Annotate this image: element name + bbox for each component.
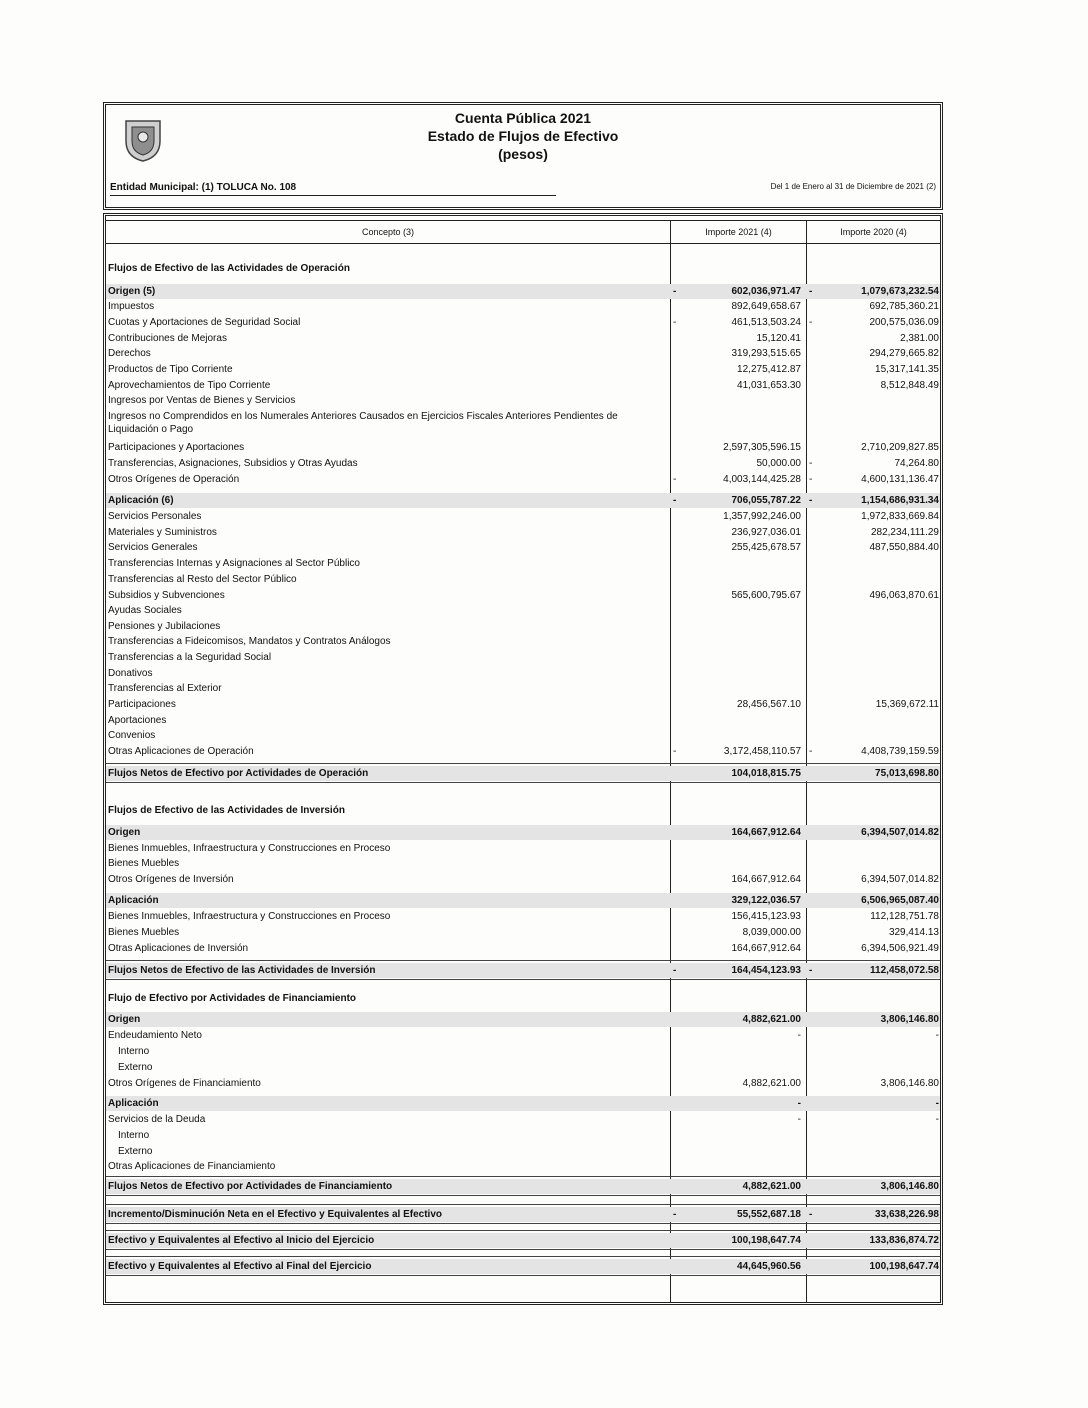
row-label: Ayudas Sociales [108,605,182,616]
dash-marker-2020: - [809,458,813,469]
cash-flow-table [103,213,943,1305]
table-row [106,766,940,781]
row-label: Otros Orígenes de Operación [108,474,240,485]
amount-2020: 15,369,672.11 [875,699,939,710]
dash-marker-2020: - [809,495,813,506]
entity-label: Entidad Municipal: (1) TOLUCA No. 108 [110,182,297,193]
table-row [106,1044,940,1059]
amount-2021: 892,649,658.67 [731,301,801,312]
row-label: Transferencias a la Seguridad Social [108,652,272,663]
table-row [106,409,940,437]
row-label: Transferencias, Asignaciones, Subsidios y Otras Ayudas [108,458,358,469]
amount-2021: - [797,1030,801,1041]
amount-2021: 255,425,678.57 [731,542,801,553]
row-rule [106,782,940,783]
table-row [106,666,940,681]
amount-2020: - [935,1114,939,1125]
row-rule [106,1204,940,1205]
table-row [106,362,940,377]
row-label: Aplicación (6) [108,495,174,506]
table-row [106,346,940,361]
row-rule [106,1176,940,1177]
amount-2020: 1,154,686,931.34 [861,495,939,506]
amount-2020: 3,806,146.80 [880,1181,939,1192]
row-label: Externo [118,1146,153,1157]
amount-2020: - [935,1098,939,1109]
amount-2020: 4,408,739,159.59 [861,746,939,757]
amount-2021: 55,552,687.18 [737,1209,801,1220]
amount-2021: 28,456,567.10 [737,699,801,710]
amount-2021: 12,275,412.87 [737,364,801,375]
table-row [106,744,940,759]
amount-2020: 282,234,111.29 [870,527,939,538]
amount-2020: 33,638,226.98 [875,1209,939,1220]
row-label: Transferencias al Resto del Sector Público [108,574,297,585]
dash-marker-2020: - [809,746,813,757]
table-row [106,509,940,524]
amount-2021: 461,513,503.24 [731,317,801,328]
row-label: Participaciones [108,699,176,710]
row-label: Origen (5) [108,286,156,297]
amount-2021: 164,667,912.64 [731,943,801,954]
table-row [106,331,940,346]
row-label: Flujos de Efectivo de las Actividades de Operación [108,263,350,274]
row-rule [106,1249,940,1250]
amount-2020: 1,079,673,232.54 [861,286,939,297]
table-row [106,1159,940,1174]
amount-2020: 3,806,146.80 [880,1014,939,1025]
amount-2021: 236,927,036.01 [731,527,801,538]
amount-2021: 8,039,000.00 [742,927,801,938]
row-label: Flujos Netos de Efectivo por Actividades de Operación [108,768,369,779]
amount-2021: 602,036,971.47 [731,286,801,297]
table-row [106,1060,940,1075]
table-row [106,284,940,299]
table-row [106,493,940,508]
row-label: Externo [118,1062,153,1073]
row-rule [106,1223,940,1224]
row-label: Convenios [108,730,156,741]
row-label: Subsidios y Subvenciones [108,590,225,601]
amount-2020: 200,575,036.09 [869,317,939,328]
amount-2020: 74,264.80 [894,458,939,469]
amount-2020: 6,394,506,921.49 [861,943,939,954]
row-label: Incremento/Disminución Neta en el Efectivo y Equivalentes al Efectivo [108,1209,442,1220]
amount-2020: 112,458,072.58 [870,965,939,976]
table-row [106,315,940,330]
column-header-row [106,220,940,244]
dash-marker-2020: - [809,317,813,328]
amount-2020: 112,128,751.78 [870,911,939,922]
dash-marker-2020: - [809,286,813,297]
row-label: Donativos [108,668,153,679]
row-label: Aportaciones [108,715,167,726]
row-label: Servicios Personales [108,511,202,522]
row-label: Otras Aplicaciones de Inversión [108,943,249,954]
amount-2021: 4,882,621.00 [742,1181,801,1192]
dash-marker-2020: - [809,1209,813,1220]
amount-2020: 2,710,209,827.85 [861,442,939,453]
row-label: Efectivo y Equivalentes al Efectivo al Final del Ejercicio [108,1261,372,1272]
table-row [106,393,940,408]
amount-2021: 4,882,621.00 [742,1014,801,1025]
table-row [106,440,940,455]
row-label: Interno [118,1130,150,1141]
table-row [106,525,940,540]
amount-2020: 4,600,131,136.47 [861,474,939,485]
row-label: Bienes Muebles [108,927,180,938]
row-label: Transferencias a Fideicomisos, Mandatos y Contratos Análogos [108,636,391,647]
dash-marker-2021: - [673,317,677,328]
row-label: Ingresos por Ventas de Bienes y Servicios [108,395,296,406]
table-row [106,991,940,1006]
table-row [106,713,940,728]
row-label: Flujos Netos de Efectivo por Actividades de Financiamiento [108,1181,393,1192]
amount-2020: 8,512,848.49 [880,380,939,391]
amount-2021: 164,454,123.93 [731,965,801,976]
amount-2021: 41,031,653.30 [737,380,801,391]
amount-2020: 3,806,146.80 [880,1078,939,1089]
table-row [106,261,940,276]
table-row [106,893,940,908]
row-label: Flujos Netos de Efectivo de las Actividades de Inversión [108,965,376,976]
report-subtitle: Estado de Flujos de Efectivo [427,128,619,144]
row-label: Interno [118,1046,150,1057]
row-label: Pensiones y Jubilaciones [108,621,221,632]
dash-marker-2021: - [673,746,677,757]
row-rule [106,1230,940,1231]
dash-marker-2021: - [673,474,677,485]
table-row [106,1128,940,1143]
amount-2020: 692,785,360.21 [869,301,939,312]
amount-2020: 487,550,884.40 [869,542,939,553]
table-row [106,1028,940,1043]
row-label: Impuestos [108,301,155,312]
table-row [106,619,940,634]
amount-2020: 6,506,965,087.40 [861,895,939,906]
row-rule [106,960,940,961]
table-row [106,1144,940,1159]
amount-2021: - [797,1114,801,1125]
amount-2020: 100,198,647.74 [869,1261,939,1272]
table-row [106,1112,940,1127]
row-rule [106,979,940,980]
amount-2020: 6,394,507,014.82 [861,827,939,838]
row-rule [106,1275,940,1276]
row-label: Transferencias Internas y Asignaciones al Sector Público [108,558,360,569]
column-header-concept: Concepto (3) [361,227,415,237]
table-row [106,1207,940,1222]
amount-2021: 3,172,458,110.57 [723,746,801,757]
table-row [106,872,940,887]
table-row [106,540,940,555]
amount-2021: 319,293,515.65 [731,348,801,359]
row-label: Derechos [108,348,151,359]
table-row [106,856,940,871]
row-label: Productos de Tipo Corriente [108,364,233,375]
row-label: Bienes Muebles [108,858,180,869]
amount-2021: 565,600,795.67 [731,590,801,601]
row-label: Contribuciones de Mejoras [108,333,227,344]
amount-2020: - [935,1030,939,1041]
amount-2021: 4,003,144,425.28 [723,474,801,485]
table-row [106,1096,940,1111]
table-row [106,603,940,618]
table-row [106,556,940,571]
row-label: Transferencias al Exterior [108,683,222,694]
column-header-2020: Importe 2020 (4) [840,227,907,237]
table-row [106,299,940,314]
amount-2021: 164,667,912.64 [731,827,801,838]
report-header [103,102,943,210]
row-label: Otros Orígenes de Inversión [108,874,234,885]
table-row [106,803,940,818]
row-label: Endeudamiento Neto [108,1030,202,1041]
row-label: Materiales y Suministros [108,527,217,538]
amount-2021: 44,645,960.56 [737,1261,801,1272]
dash-marker-2021: - [673,495,677,506]
row-rule [106,1195,940,1196]
table-row [106,825,940,840]
row-label: Bienes Inmuebles, Infraestructura y Construcciones en Proceso [108,911,391,922]
amount-2021: 4,882,621.00 [742,1078,801,1089]
table-row [106,1259,940,1274]
table-row [106,1076,940,1091]
row-label: Otras Aplicaciones de Financiamiento [108,1161,276,1172]
amount-2021: 706,055,787.22 [731,495,801,506]
amount-2020: 294,279,665.82 [869,348,939,359]
dash-marker-2021: - [673,965,677,976]
row-label: Aplicación [108,895,159,906]
table-row [106,728,940,743]
amount-2020: 6,394,507,014.82 [861,874,939,885]
amount-2021: 2,597,305,596.15 [723,442,801,453]
amount-2021: 156,415,123.93 [731,911,801,922]
dash-marker-2021: - [673,286,677,297]
row-label: Origen [108,1014,141,1025]
amount-2021: - [797,1098,801,1109]
row-rule [106,1256,940,1257]
entity-underline [110,195,556,196]
row-label: Aplicación [108,1098,159,1109]
row-label: Flujo de Efectivo por Actividades de Financiamiento [108,993,357,1004]
column-header-2021: Importe 2021 (4) [705,227,772,237]
table-row [106,925,940,940]
row-label: Aprovechamientos de Tipo Corriente [108,380,271,391]
row-label: Otras Aplicaciones de Operación [108,746,254,757]
table-row [106,909,940,924]
amount-2020: 329,414.13 [888,927,939,938]
table-row [106,697,940,712]
row-label: Bienes Inmuebles, Infraestructura y Construcciones en Proceso [108,843,391,854]
amount-2021: 15,120.41 [756,333,801,344]
row-label: Servicios Generales [108,542,198,553]
table-row [106,681,940,696]
amount-2020: 15,317,141.35 [875,364,939,375]
amount-2020: 75,013,698.80 [875,768,939,779]
row-label: Servicios de la Deuda [108,1114,206,1125]
table-row [106,841,940,856]
amount-2020: 2,381.00 [900,333,939,344]
row-label: Ingresos no Comprendidos en los Numerales Anteriores Causados en Ejercicios Fiscales Anteriores Pendientes de Liquidación o Pago [108,411,618,435]
table-row [106,634,940,649]
amount-2021: 329,122,036.57 [731,895,801,906]
row-label: Flujos de Efectivo de las Actividades de Inversión [108,805,345,816]
title-block [106,109,940,163]
amount-2020: 133,836,874.72 [869,1235,939,1246]
table-row [106,1012,940,1027]
amount-2020: 496,063,870.61 [869,590,939,601]
table-row [106,456,940,471]
report-title: Cuenta Pública 2021 [454,110,592,126]
report-units: (pesos) [498,146,548,162]
row-label: Origen [108,827,141,838]
amount-2021: 1,357,992,246.00 [723,511,801,522]
row-label: Cuotas y Aportaciones de Seguridad Social [108,317,301,328]
dash-marker-2020: - [809,474,813,485]
dash-marker-2020: - [809,965,813,976]
amount-2020: 1,972,833,669.84 [861,511,939,522]
period-label: Del 1 de Enero al 31 de Diciembre de 2021 (2) [770,182,936,191]
table-row [106,572,940,587]
table-row [106,588,940,603]
row-rule [106,763,940,764]
amount-2021: 100,198,647.74 [731,1235,801,1246]
table-row [106,963,940,978]
row-label: Participaciones y Aportaciones [108,442,245,453]
amount-2021: 50,000.00 [756,458,801,469]
amount-2021: 104,018,815.75 [731,768,801,779]
row-label: Efectivo y Equivalentes al Efectivo al Inicio del Ejercicio [108,1235,375,1246]
amount-2021: 164,667,912.64 [731,874,801,885]
table-row [106,1233,940,1248]
table-row [106,378,940,393]
row-label: Otros Orígenes de Financiamiento [108,1078,261,1089]
dash-marker-2021: - [673,1209,677,1220]
table-row [106,1179,940,1194]
table-row [106,472,940,487]
table-row [106,941,940,956]
table-row [106,650,940,665]
